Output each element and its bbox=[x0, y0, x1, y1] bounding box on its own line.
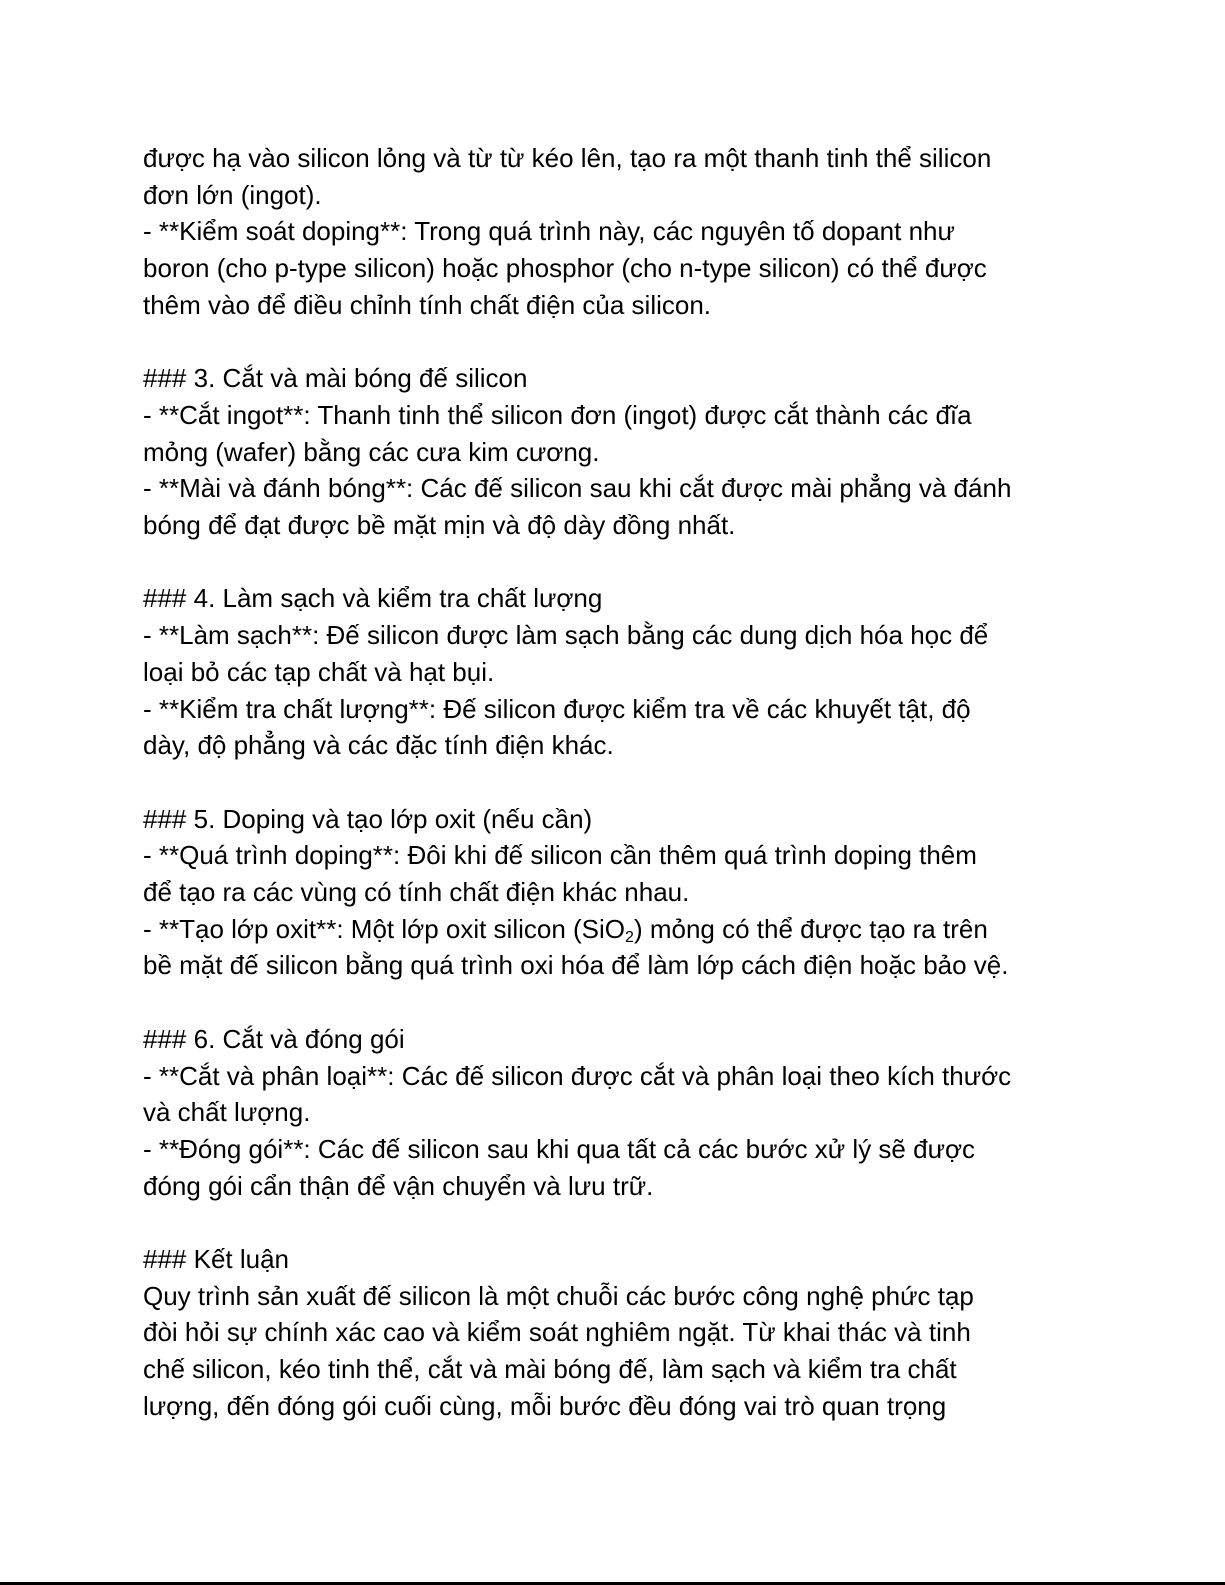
text-line-with-subscript bbox=[143, 911, 1083, 948]
text-fragment: ) mỏng có thể được tạo ra trên bbox=[633, 913, 988, 944]
document-body bbox=[143, 140, 1083, 1425]
section-6 bbox=[143, 1021, 1083, 1205]
text-line: boron (cho p-type silicon) hoặc phosphor (cho n-type silicon) có thể được bbox=[143, 253, 987, 284]
text-line: - **Kiểm soát doping**: Trong quá trình này, các nguyên tố dopant như bbox=[143, 216, 955, 247]
text-line: - **Quá trình doping**: Đôi khi đế silicon cần thêm quá trình doping thêm bbox=[143, 840, 977, 871]
conclusion-section bbox=[143, 1241, 1083, 1425]
section-heading: ### 3. Cắt và mài bóng đế silicon bbox=[143, 363, 528, 394]
paragraph-gap bbox=[143, 984, 1083, 1021]
section-3 bbox=[143, 360, 1083, 544]
section-heading: ### 5. Doping và tạo lớp oxit (nếu cần) bbox=[143, 803, 593, 834]
text-line: - **Đóng gói**: Các đế silicon sau khi qua tất cả các bước xử lý sẽ được bbox=[143, 1133, 976, 1164]
section-heading: ### 4. Làm sạch và kiểm tra chất lượng bbox=[143, 583, 603, 614]
text-line: chế silicon, kéo tinh thể, cắt và mài bóng đế, làm sạch và kiểm tra chất bbox=[143, 1354, 957, 1385]
section-5 bbox=[143, 801, 1083, 985]
text-fragment: - **Tạo lớp oxit**: Một lớp oxit silicon (SiO bbox=[143, 913, 626, 944]
section-4 bbox=[143, 580, 1083, 764]
text-line: đóng gói cẩn thận để vận chuyển và lưu trữ. bbox=[143, 1170, 654, 1201]
text-line: để tạo ra các vùng có tính chất điện khác nhau. bbox=[143, 877, 690, 908]
text-line: - **Cắt và phân loại**: Các đế silicon được cắt và phân loại theo kích thước bbox=[143, 1060, 1012, 1091]
text-line: Quy trình sản xuất đế silicon là một chuỗi các bước công nghệ phức tạp bbox=[143, 1280, 974, 1311]
text-line: dày, độ phẳng và các đặc tính điện khác. bbox=[143, 730, 614, 761]
paragraph-gap bbox=[143, 544, 1083, 581]
text-line: lượng, đến đóng gói cuối cùng, mỗi bước đều đóng vai trò quan trọng bbox=[143, 1390, 947, 1421]
intro-paragraph bbox=[143, 140, 1083, 324]
text-line: đơn lớn (ingot). bbox=[143, 179, 322, 210]
subscript: 2 bbox=[625, 928, 634, 946]
section-heading: ### 6. Cắt và đóng gói bbox=[143, 1023, 405, 1054]
text-line: - **Cắt ingot**: Thanh tinh thể silicon đơn (ingot) được cắt thành các đĩa bbox=[143, 399, 972, 430]
text-line: - **Mài và đánh bóng**: Các đế silicon sau khi cắt được mài phẳng và đánh bbox=[143, 473, 1012, 504]
text-line: - **Làm sạch**: Đế silicon được làm sạch bằng các dung dịch hóa học để bbox=[143, 620, 989, 651]
text-line: bề mặt đế silicon bằng quá trình oxi hóa để làm lớp cách điện hoặc bảo vệ. bbox=[143, 950, 1009, 981]
text-line: được hạ vào silicon lỏng và từ từ kéo lên, tạo ra một thanh tinh thể silicon bbox=[143, 143, 992, 173]
paragraph-gap bbox=[143, 1204, 1083, 1241]
paragraph-gap bbox=[143, 764, 1083, 801]
section-heading: ### Kết luận bbox=[143, 1244, 290, 1275]
paragraph-gap bbox=[143, 324, 1083, 361]
text-line: bóng để đạt được bề mặt mịn và độ dày đồng nhất. bbox=[143, 510, 736, 541]
text-line: thêm vào để điều chỉnh tính chất điện của silicon. bbox=[143, 289, 712, 320]
text-line: - **Kiểm tra chất lượng**: Đế silicon được kiểm tra về các khuyết tật, độ bbox=[143, 693, 971, 724]
text-line: loại bỏ các tạp chất và hạt bụi. bbox=[143, 656, 495, 687]
text-line: mỏng (wafer) bằng các cưa kim cương. bbox=[143, 436, 600, 467]
text-line: đòi hỏi sự chính xác cao và kiểm soát nghiêm ngặt. Từ khai thác và tinh bbox=[143, 1317, 971, 1348]
text-line: và chất lượng. bbox=[143, 1097, 311, 1128]
